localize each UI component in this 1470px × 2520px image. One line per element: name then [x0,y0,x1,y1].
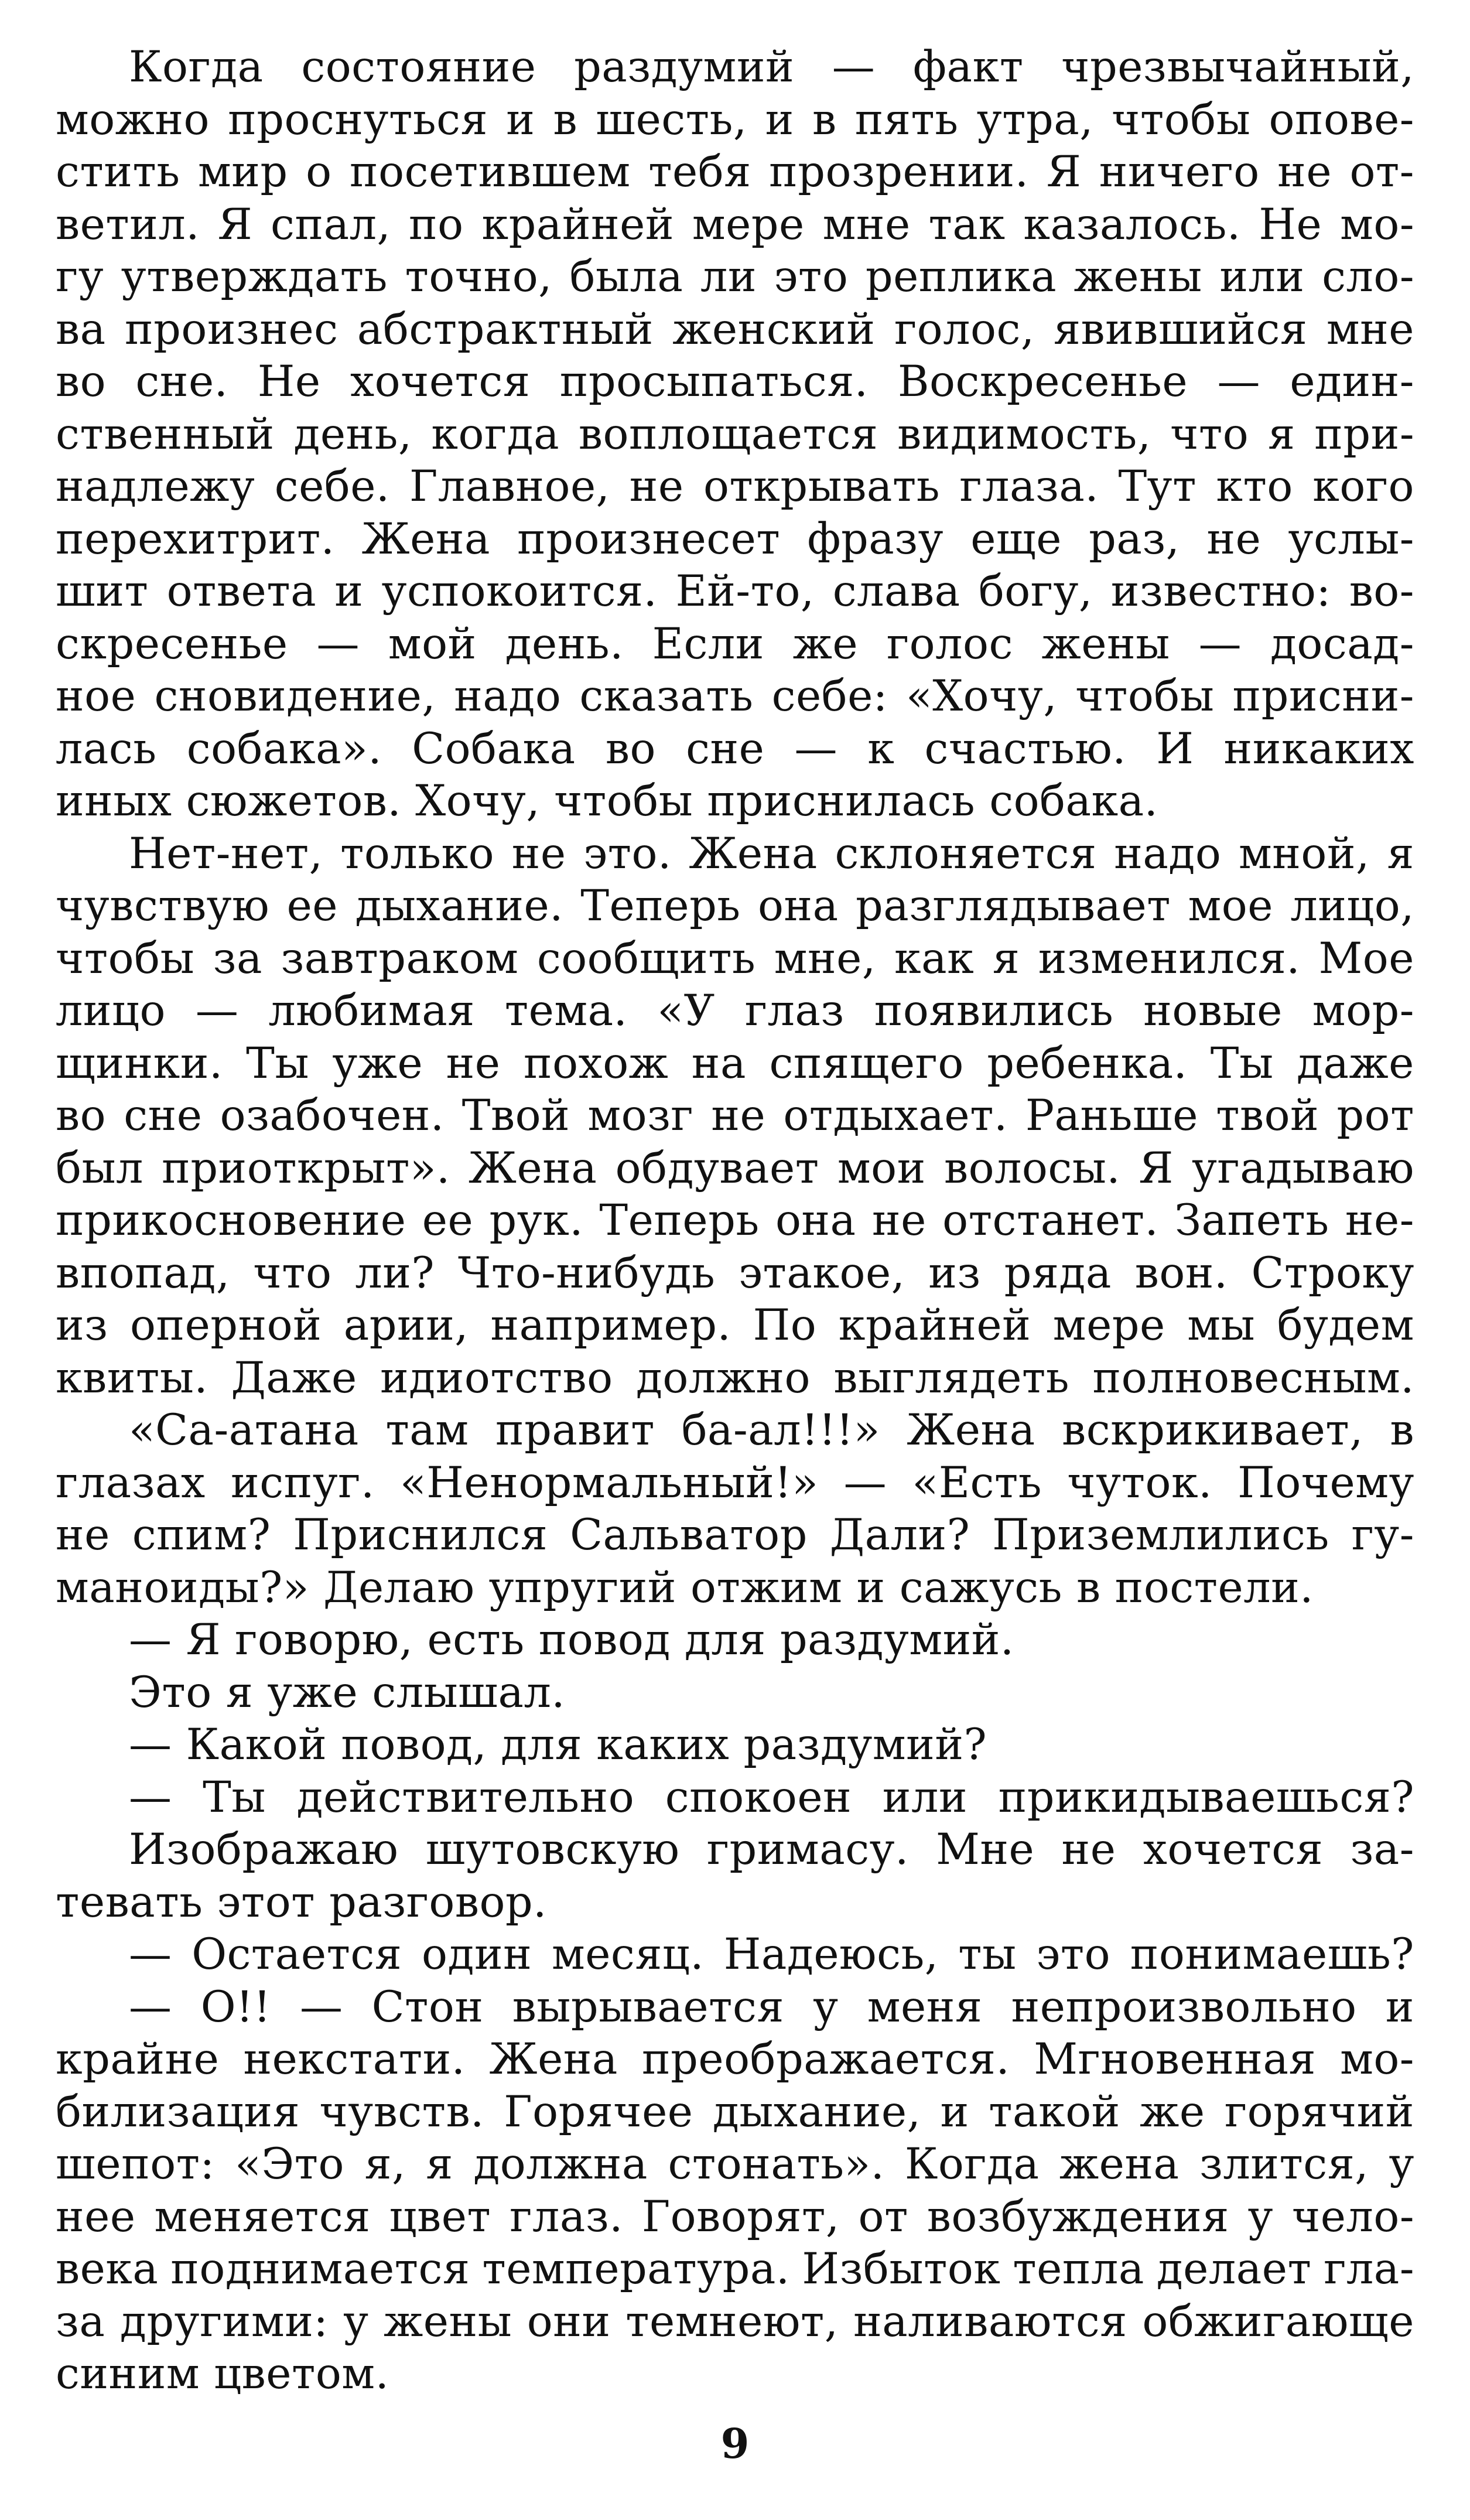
text-line: — О!! — Стон вырывается у меня непроизвольно и [129,1982,1414,2032]
text-line: шит ответа и успокоится. Ей-то, слава богу, известно: во- [56,566,1414,616]
text-line: чтобы за завтраком сообщить мне, как я изменился. Мое [56,933,1414,984]
text-line: стить мир о посетившем тебя прозрении. Я ничего не от- [56,147,1414,197]
text-line: прикосновение ее рук. Теперь она не отстанет. Запеть не- [56,1196,1414,1245]
text-line: квиты. Даже идиотство должно выглядеть полновесным. [56,1353,1414,1403]
text-line: впопад, что ли? Что-нибудь этакое, из ряда вон. Строку [56,1248,1414,1298]
text-line: надлежу себе. Главное, не открывать глаза. Тут кто кого [56,462,1414,511]
text-line: был приоткрыт». Жена обдувает мои волосы. Я угадываю [56,1143,1414,1193]
text-line: синим цветом. [56,2349,389,2399]
text-line: во сне. Не хочется просыпаться. Воскресенье — един- [56,357,1414,407]
text-line: ветил. Я спал, по крайней мере мне так казалось. Не мо- [56,199,1414,250]
text-line: — Остается один месяц. Надеюсь, ты это понимаешь? [129,1930,1414,1979]
text-line: маноиды?» Делаю упругий отжим и сажусь в постели. [56,1562,1314,1613]
text-line: скресенье — мой день. Если же голос жены — досад- [56,619,1414,669]
text-line: можно проснуться и в шесть, и в пять утра, чтобы опове- [56,94,1414,145]
text-line: тевать этот разговор. [56,1877,547,1927]
text-line: «Са-атана там правит ба-ал!!!» Жена вскрикивает, в [129,1405,1414,1455]
body-text [56,41,1414,2401]
text-line: — Какой повод, для каких раздумий? [129,1720,987,1770]
text-line: глазах испуг. «Ненормальный!» — «Есть чуток. Почему [56,1457,1414,1508]
text-line: Нет-нет, только не это. Жена склоняется надо мной, я [129,828,1414,879]
book-page [56,41,1414,2501]
text-line: — Я говорю, есть повод для раздумий. [129,1615,1014,1665]
text-line: билизация чувств. Горячее дыхание, и такой же горячий [56,2087,1414,2137]
text-line: во сне озабочен. Твой мозг не отдыхает. Раньше твой рот [56,1091,1414,1141]
text-line: шепот: «Это я, я должна стонать». Когда жена злится, у [56,2139,1414,2189]
text-line: века поднимается температура. Избыток тепла делает гла- [56,2244,1414,2294]
text-line: гу утверждать точно, была ли это реплика жены или сло- [56,252,1414,302]
text-line: иных сюжетов. Хочу, чтобы приснилась собака. [56,776,1158,826]
text-line: ственный день, когда воплощается видимость, что я при- [56,409,1414,459]
page-number: 9 [720,2419,750,2468]
text-line: — Ты действительно спокоен или прикидываешься? [129,1772,1414,1822]
text-line: за другими: у жены они темнеют, наливаются обжигающе [56,2296,1414,2347]
text-line: Изображаю шутовскую гримасу. Мне не хочется за- [129,1825,1414,1874]
text-line: Когда состояние раздумий — факт чрезвычайный, [129,42,1414,92]
text-line: чувствую ее дыхание. Теперь она разглядывает мое лицо, [56,881,1414,931]
text-line: ва произнес абстрактный женский голос, явившийся мне [56,304,1414,354]
text-line: ное сновидение, надо сказать себе: «Хочу, чтобы присни- [56,671,1414,721]
text-line: крайне некстати. Жена преображается. Мгновенная мо- [56,2034,1414,2084]
text-line: лицо — любимая тема. «У глаз появились новые мор- [56,986,1414,1036]
text-line: щинки. Ты уже не похож на спящего ребенка. Ты даже [56,1038,1414,1088]
text-line: Это я уже слышал. [129,1667,566,1717]
text-line: из оперной арии, например. По крайней мере мы будем [56,1300,1414,1350]
text-line: нее меняется цвет глаз. Говорят, от возбуждения у чело- [56,2191,1414,2242]
text-line: лась собака». Собака во сне — к счастью. И никаких [56,723,1414,774]
text-line: перехитрит. Жена произнесет фразу еще раз, не услы- [56,514,1414,564]
text-line: не спим? Приснился Сальватор Дали? Приземлились гу- [56,1510,1414,1560]
